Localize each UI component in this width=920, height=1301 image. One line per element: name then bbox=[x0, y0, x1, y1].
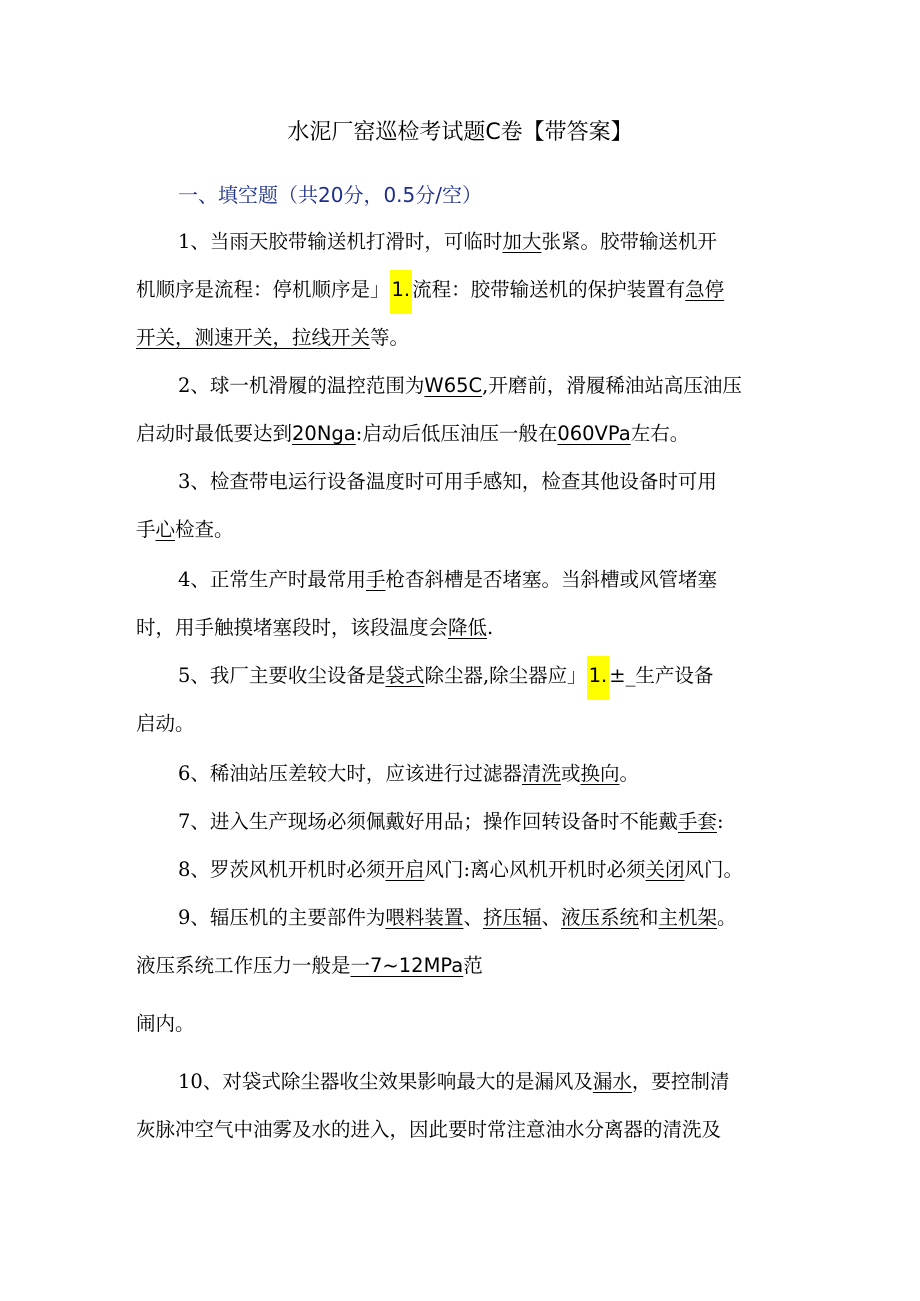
answer-blank: 关闭 bbox=[645, 858, 685, 881]
question-10-line-1 bbox=[178, 1066, 729, 1098]
answer-blank: 心 bbox=[155, 518, 176, 541]
text: 2、球一机滑履的温控范围为 bbox=[178, 374, 425, 397]
answer-blank: 液压系统 bbox=[560, 906, 639, 929]
text: 左右。 bbox=[630, 422, 690, 445]
text: ±_生产设备 bbox=[609, 664, 714, 687]
question-5-line-1 bbox=[178, 660, 713, 692]
text: ，要控制清 bbox=[631, 1070, 730, 1093]
text: 或 bbox=[560, 762, 581, 785]
text: 5、我厂主要收尘设备是 bbox=[178, 664, 386, 687]
text: 7、进入生产现场必须佩戴好用品；操作回转设备时不能戴 bbox=[178, 810, 678, 833]
answer-blank: 主机架 bbox=[658, 906, 718, 929]
question-5-line-2: 启动。 bbox=[136, 712, 195, 735]
text: 风门。 bbox=[684, 858, 744, 881]
answer-blank: W65C bbox=[424, 374, 483, 397]
text: 张紧。胶带输送机开 bbox=[541, 230, 717, 253]
question-3-line-2 bbox=[136, 514, 234, 546]
text: . bbox=[487, 616, 494, 639]
text: 8、罗茨风机开机时必须 bbox=[178, 858, 386, 881]
question-10-line-2: 灰脉冲空气中油雾及水的进入，因此要时常注意油水分离器的清洗及 bbox=[136, 1118, 722, 1141]
answer-blank: 加大 bbox=[502, 230, 542, 253]
text: 4、正常生产时最常用 bbox=[178, 568, 366, 591]
text: 范 bbox=[463, 954, 483, 977]
answer-blank: 手 bbox=[365, 568, 386, 591]
text: 液压系统工作压力一般是 bbox=[136, 954, 351, 977]
text: 、 bbox=[541, 906, 561, 929]
question-6-line-1 bbox=[178, 758, 639, 790]
question-3-line-1: 3、检查带电运行设备温度时可用手感知，检查其他设备时可用 bbox=[178, 470, 717, 493]
text: :启动后低压油压一般在 bbox=[355, 422, 558, 445]
text: 流程：胶带输送机的保护装置有 bbox=[412, 278, 686, 301]
question-1-line-3 bbox=[136, 322, 409, 354]
text: 除尘器,除尘器应」 bbox=[424, 664, 587, 687]
question-9-line-2 bbox=[136, 950, 483, 982]
text: 10、对袋式除尘器收尘效果影响最大的是漏风及 bbox=[178, 1070, 593, 1093]
text: 6、稀油站压差较大时，应该进行过滤器 bbox=[178, 762, 522, 785]
text: : bbox=[716, 810, 724, 833]
question-1-line-1 bbox=[178, 226, 717, 258]
answer-blank: 袋式 bbox=[385, 664, 425, 687]
text: 机顺序是流程：停机顺序是」 bbox=[136, 278, 390, 301]
question-4-line-2 bbox=[136, 612, 493, 644]
answer-blank: 060VPa bbox=[557, 422, 631, 445]
text: 手 bbox=[136, 518, 156, 541]
text: 检查。 bbox=[175, 518, 234, 541]
text: 。 bbox=[619, 762, 639, 785]
text: 、 bbox=[463, 906, 483, 929]
text: 和 bbox=[639, 906, 659, 929]
question-9-line-3: 闹内。 bbox=[136, 1012, 195, 1035]
answer-blank: 降低 bbox=[448, 616, 488, 639]
question-4-line-1 bbox=[178, 564, 717, 596]
text: 1、当雨天胶带输送机打滑时，可临时 bbox=[178, 230, 503, 253]
answer-blank: 挤压辐 bbox=[482, 906, 542, 929]
answer-blank: 喂料装置 bbox=[385, 906, 464, 929]
text: 9、辐压机的主要部件为 bbox=[178, 906, 386, 929]
question-8-line-1 bbox=[178, 854, 743, 886]
question-7-line-1 bbox=[178, 806, 724, 838]
text: 。 bbox=[717, 906, 737, 929]
answer-blank: 换向 bbox=[580, 762, 620, 785]
answer-blank: 漏水 bbox=[592, 1070, 632, 1093]
question-9-line-1 bbox=[178, 902, 737, 934]
answer-blank: 急停 bbox=[685, 278, 725, 301]
answer-blank: 开关，测速开关，拉线开关 bbox=[136, 326, 371, 349]
question-2-line-1 bbox=[178, 370, 742, 402]
text: 等。 bbox=[370, 326, 410, 349]
text: 启动时最低要达到 bbox=[136, 422, 293, 445]
answer-blank: 一7~12MPa bbox=[350, 954, 464, 977]
answer-blank: 20Nga bbox=[292, 422, 356, 445]
text: 风门:离心风机开机时必须 bbox=[424, 858, 646, 881]
answer-blank: 清洗 bbox=[521, 762, 561, 785]
answer-blank: 开启 bbox=[385, 858, 425, 881]
highlighted-answer: 1. bbox=[587, 656, 610, 700]
question-1-line-2 bbox=[136, 274, 724, 306]
text: ,开磨前，滑履稀油站高压油压 bbox=[482, 374, 742, 397]
document-title: 水泥厂窑巡检考试题C卷【带答案】 bbox=[287, 120, 633, 145]
question-2-line-2 bbox=[136, 418, 689, 450]
text: 时，用手触摸堵塞段时，该段温度会 bbox=[136, 616, 449, 639]
section-heading-fill-in-blank: 一、填空题（共20分，0.5分/空） bbox=[178, 183, 482, 207]
highlighted-answer: 1. bbox=[390, 270, 413, 314]
answer-blank: 手套 bbox=[677, 810, 717, 833]
text: 枪杳斜槽是否堵塞。当斜槽或风管堵塞 bbox=[385, 568, 717, 591]
